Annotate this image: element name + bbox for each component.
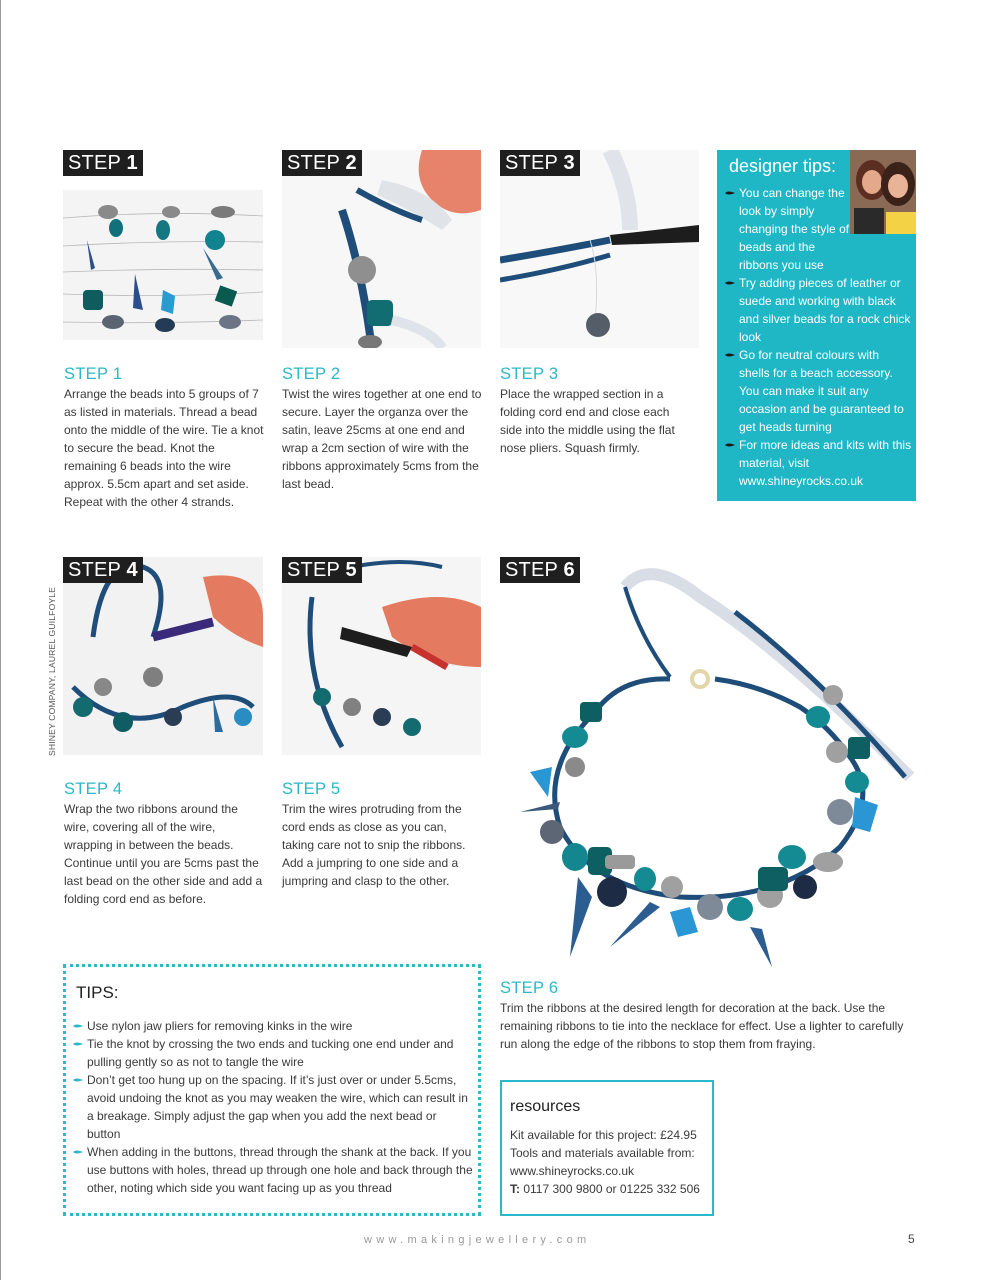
tip-text: Don’t get too hung up on the spacing. If it’s just over or under 5.5cms, avoid undoing the knot as you may weaken the wire, which can result in a breakage. Simply adjust the gap when you add the next bead or button	[87, 1073, 468, 1141]
tag-number: 4	[126, 559, 138, 581]
tips-title: TIPS:	[76, 983, 119, 1002]
step-title: STEP 5	[282, 780, 341, 798]
step-body: Arrange the beads into 5 groups of 7 as listed in materials. Thread a bead onto the middle of the wire. Tie a knot to secure the bead. Knot the remaining 6 beads into the wire approx. 5.5cm apart and set aside. Repeat with the other 4 strands.	[64, 387, 264, 509]
tag-word: STEP	[287, 559, 340, 581]
designer-tips-list	[725, 184, 913, 490]
designer-tip	[725, 274, 913, 346]
designer-tip	[725, 184, 850, 274]
footer-url[interactable]: www.makingjewellery.com	[364, 1234, 591, 1246]
tip-item	[73, 1071, 473, 1143]
step-body: Place the wrapped section in a folding cord end and close each side into the middle using the flat nose pliers. Squash firmly.	[500, 387, 675, 455]
bullet-arrow-icon	[725, 190, 735, 196]
bullet-arrow-icon	[73, 1041, 83, 1047]
tag-word: STEP	[287, 152, 340, 174]
designer-tips-title: designer tips:	[729, 156, 837, 176]
bullet-arrow-icon	[73, 1023, 83, 1029]
designer-tip-text: For more ideas and kits with this material, visit www.shineyrocks.co.uk	[739, 438, 912, 488]
tips-box	[63, 964, 481, 1216]
tip-item	[73, 1035, 473, 1071]
step-5-text	[282, 779, 487, 890]
bullet-arrow-icon	[725, 352, 735, 358]
bullet-arrow-icon	[73, 1077, 83, 1083]
step-3-photo	[500, 150, 699, 348]
resources-title: resources	[510, 1098, 581, 1115]
step-title: STEP 2	[282, 365, 341, 383]
pliers-illustration	[500, 150, 699, 348]
beads-illustration	[63, 150, 263, 348]
step-6-tag	[500, 557, 580, 583]
step-2-text	[282, 364, 487, 493]
tag-number: 2	[345, 152, 357, 174]
bullet-arrow-icon	[73, 1149, 83, 1155]
resources-box	[500, 1080, 714, 1216]
designer-tip-text: Go for neutral colours with shells for a beach accessory. You can make it suit any occasion and be guaranteed to get heads turning	[739, 348, 904, 434]
wrapping-beads-illustration	[63, 557, 263, 755]
step-2-tag	[282, 150, 362, 176]
tag-word: STEP	[68, 152, 121, 174]
step-title: STEP 3	[500, 365, 559, 383]
designer-tip	[725, 436, 913, 490]
resources-details	[510, 1126, 710, 1198]
step-5-photo	[282, 557, 481, 755]
step-body: Trim the wires protruding from the cord ends as close as you can, taking care not to snip the ribbons. Add a jumpring to one side and a jumpring and clasp to the other.	[282, 802, 466, 888]
step-body: Twist the wires together at one end to secure. Layer the organza over the satin, leave 25cms at one end and wrap a 2cm section of wire with the ribbons approximately 5cms from the last bead.	[282, 387, 482, 491]
step-4-photo	[63, 557, 263, 755]
tag-number: 1	[126, 152, 138, 174]
step-body: Trim the ribbons at the desired length for decoration at the back. Use the remaining ribbons to tie into the necklace for effect. Use a lighter to carefully run along the edge of the ribbons to stop them from fraying.	[500, 1001, 904, 1051]
tag-number: 6	[563, 559, 575, 581]
tag-number: 5	[345, 559, 357, 581]
step-6-photo	[500, 557, 916, 969]
bullet-arrow-icon	[725, 442, 735, 448]
tip-item	[73, 1143, 473, 1197]
necklace-illustration	[500, 557, 916, 969]
photo-credit: SHINEY COMPANY, LAUREL GUILFOYLE	[47, 586, 57, 756]
step-6-text	[500, 978, 910, 1053]
tip-text: Tie the knot by crossing the two ends and tucking one end under and pulling gently so as not to tangle the wire	[87, 1037, 454, 1069]
step-body: Wrap the two ribbons around the wire, covering all of the wire, wrapping in between the beads. Continue until you are 5cms past the last bead on the other side and add a folding cord end as before.	[64, 802, 263, 906]
step-title: STEP 4	[64, 780, 123, 798]
step-3-text	[500, 364, 705, 457]
tip-text: When adding in the buttons, thread through the shank at the back. If you use buttons with holes, thread up through one hole and back through the other, noting which side you want facing up as you thread	[87, 1145, 473, 1195]
phone-numbers: 0117 300 9800 or 01225 332 506	[520, 1182, 700, 1196]
tag-number: 3	[563, 152, 575, 174]
step-title: STEP 1	[64, 365, 123, 383]
step-1-text	[64, 364, 269, 511]
phone-label: T:	[510, 1182, 520, 1196]
trimming-wires-illustration	[282, 557, 481, 755]
designer-tip-text: You can change the look by simply changing the style of beads and the ribbons you use	[739, 186, 850, 272]
kit-price: Kit available for this project: £24.95	[510, 1128, 697, 1142]
page-edge	[0, 0, 1, 1280]
page-number: 5	[908, 1232, 915, 1246]
step-title: STEP 6	[500, 979, 559, 997]
designer-tips-panel	[717, 150, 916, 501]
step-1-photo	[63, 150, 263, 348]
tag-word: STEP	[505, 559, 558, 581]
tip-text: Use nylon jaw pliers for removing kinks in the wire	[87, 1019, 353, 1033]
tips-list	[73, 1017, 473, 1197]
tip-item	[73, 1017, 473, 1035]
tools-source: Tools and materials available from:	[510, 1146, 695, 1160]
step-1-tag	[63, 150, 143, 176]
resources-url[interactable]: www.shineyrocks.co.uk	[510, 1164, 635, 1178]
step-4-tag	[63, 557, 143, 583]
designer-tip-text: Try adding pieces of leather or suede and working with black and silver beads for a rock chick look	[739, 276, 911, 344]
tag-word: STEP	[68, 559, 121, 581]
step-5-tag	[282, 557, 362, 583]
step-4-text	[64, 779, 269, 908]
designer-tip	[725, 346, 913, 436]
step-2-photo	[282, 150, 481, 348]
phone-line	[510, 1180, 710, 1198]
step-3-tag	[500, 150, 580, 176]
ribbon-wrapping-illustration	[282, 150, 481, 348]
tag-word: STEP	[505, 152, 558, 174]
bullet-arrow-icon	[725, 280, 735, 286]
